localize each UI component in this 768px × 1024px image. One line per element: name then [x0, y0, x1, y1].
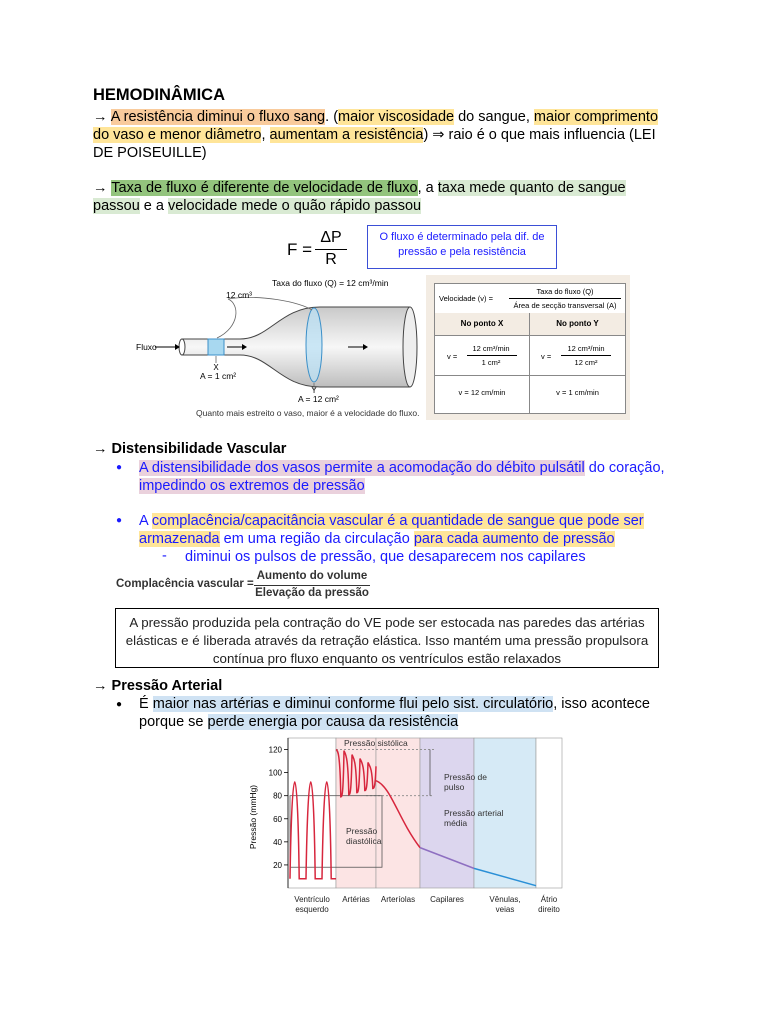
- bullet-dot: ●: [116, 515, 123, 526]
- section-arterial-pressure: → Pressão Arterial: [93, 678, 223, 694]
- annotation-line: Pressão de: [444, 772, 487, 782]
- tube-diagram: [130, 272, 430, 422]
- bullet-dot: ●: [116, 699, 123, 710]
- section-distensibility: → Distensibilidade Vascular: [93, 441, 287, 457]
- segment-label-line: Vênulas,: [489, 895, 521, 904]
- bullet-dot: ●: [116, 462, 123, 473]
- hl-increase-resistance: aumentam a resistência: [269, 127, 424, 143]
- y-tick-label: 20: [273, 860, 282, 870]
- tube-opening: [403, 307, 417, 387]
- svg-text:A = 12 cm²: A = 12 cm²: [298, 394, 339, 404]
- paragraph-resistance: → A resistência diminui o fluxo sang. (maior viscosidade do sangue, maior comprimento do vaso e menor diâmetro, aumentam a resistência) ⇒ raio é o que mais influencia (LEI DE POISEUILLE): [93, 109, 659, 161]
- hl-flow-rate: Taxa de fluxo é diferente de velocidade de fluxo: [111, 180, 418, 196]
- flow-formula: F = ΔP R: [287, 230, 357, 270]
- segment-label: [489, 895, 520, 914]
- segment-label-line: direito: [538, 905, 560, 914]
- annotation-3: [346, 826, 382, 846]
- svg-text:12 cm³: 12 cm³: [226, 290, 252, 300]
- section-x: [208, 339, 224, 355]
- segment-label-line: Capilares: [430, 895, 464, 904]
- page-title: HEMODINÂMICA: [93, 86, 225, 104]
- col-y-header: No ponto Y: [556, 319, 599, 328]
- sub-bullet-pulses: diminui os pulsos de pressão, que desaparecem nos capilares: [185, 549, 586, 565]
- bullet-distensibility: A distensibilidade dos vasos permite a acomodação do débito pulsátil do coração, impedindo os extremos de pressão: [139, 460, 665, 494]
- paragraph-flow-rate: → Taxa de fluxo é diferente de velocidade de fluxo, a taxa mede quanto de sangue passou e a velocidade mede o quão rápido passou: [93, 180, 626, 214]
- pressure-chart: [240, 732, 570, 922]
- y-tick-label: 80: [273, 791, 282, 801]
- segment-label-line: Átrio: [540, 895, 558, 904]
- col-x-header: No ponto X: [460, 319, 504, 328]
- sub-dash: -: [162, 548, 167, 564]
- velocity-table: Velocidade (v) = Taxa do fluxo (Q) Área de secção transversal (A) No ponto X No ponto Y v = 12 cm³/min 1 cm² v = 12 cm³/min 12 cm² v = 12 cm/min v = 1 cm/min: [426, 275, 630, 420]
- y-axis-label: Pressão (mmHg): [248, 784, 258, 850]
- segment-label-line: Arteríolas: [380, 895, 416, 904]
- svg-text:Y: Y: [311, 386, 317, 395]
- arrow: →: [93, 109, 108, 125]
- hl-resistance: A resistência diminui o fluxo sang: [110, 109, 326, 125]
- annotation-line: pulso: [444, 782, 465, 792]
- svg-text:X: X: [213, 363, 219, 372]
- bullet-arterial-pressure: É maior nas artérias e diminui conforme flui pelo sist. circulatório, isso acontece porque se perde energia por causa da resistência: [139, 696, 650, 730]
- hl-rate-measures: taxa mede quanto de sangue passou: [93, 180, 626, 214]
- elastic-arteries-box: A pressão produzida pela contração do VE pode ser estocada nas paredes das artérias elásticas e é liberada através da retração elástica. Isso mantém uma pressão propulsora contínua pro fluxo enquanto os ventrículos estão relaxados: [115, 608, 659, 668]
- segment-label-line: Artérias: [342, 895, 370, 904]
- annotation-line: Pressão: [346, 826, 378, 836]
- annotation-line: média: [444, 818, 468, 828]
- compliance-formula: Complacência vascular = Aumento do volume Elevação da pressão: [116, 570, 369, 599]
- flow-rate-label: Taxa do fluxo (Q) = 12 cm³/min: [272, 278, 389, 288]
- segment-label: [342, 895, 370, 904]
- y-tick-label: 40: [273, 837, 282, 847]
- segment-bg: [336, 738, 376, 888]
- y-tick-label: 100: [268, 768, 282, 778]
- annotation-line: Pressão arterial: [444, 808, 504, 818]
- segment-bg: [288, 738, 336, 888]
- tube-caption: Quanto mais estreito o vaso, maior é a velocidade do fluxo.: [196, 408, 420, 418]
- hl-viscosity: maior viscosidade: [338, 109, 455, 125]
- segment-label: [430, 895, 464, 904]
- y-tick-label: 60: [273, 814, 282, 824]
- segment-label: [538, 895, 560, 914]
- y-tick-label: 120: [268, 745, 282, 755]
- fluxo-label: Fluxo: [136, 342, 157, 352]
- segment-label-line: veias: [495, 905, 515, 914]
- segment-label: [381, 895, 415, 904]
- segment-label: [294, 895, 330, 914]
- hl-velocity-measures: velocidade mede o quão rápido passou: [167, 198, 422, 214]
- bullet-compliance: A complacência/capacitância vascular é a quantidade de sangue que pode ser armazenada em uma região da circulação para cada aumento de pressão: [139, 513, 644, 547]
- section-y: [306, 308, 322, 382]
- annotation-line: diastólica: [346, 836, 382, 846]
- flow-note-box: O fluxo é determinado pela dif. de pressão e pela resistência: [367, 225, 557, 269]
- annotation-0: [344, 738, 408, 748]
- segment-bg: [376, 738, 420, 888]
- segment-label-line: Ventrículo: [294, 895, 330, 904]
- segment-bg: [536, 738, 562, 888]
- annotation-line: Pressão sistólica: [344, 738, 408, 748]
- segment-label-line: esquerdo: [295, 905, 329, 914]
- svg-text:A = 1 cm²: A = 1 cm²: [200, 371, 237, 381]
- hl-length-diameter: maior comprimento do vaso e menor diâmetro: [93, 109, 659, 143]
